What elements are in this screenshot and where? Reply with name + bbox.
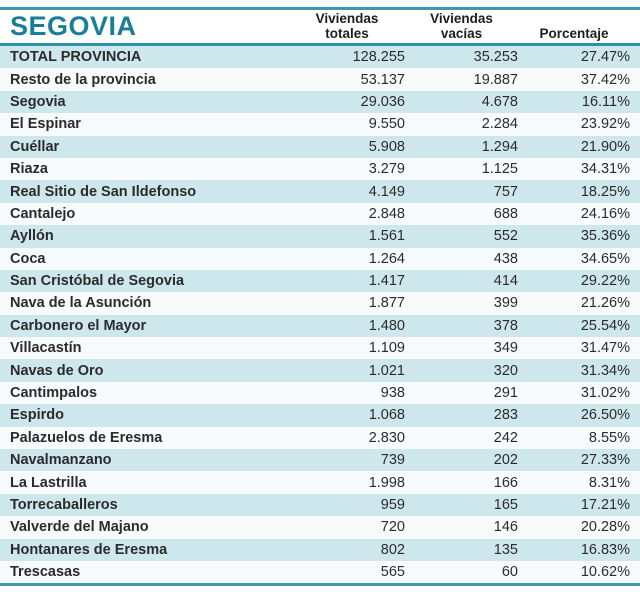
cell-municipality-name: Espirdo xyxy=(10,407,64,424)
cell-porcentaje: 17.21% xyxy=(580,497,630,513)
cell-porcentaje: 16.83% xyxy=(580,541,630,558)
table-row xyxy=(0,180,640,202)
cell-viviendas-totales: 5.908 xyxy=(368,138,405,155)
cell-porcentaje: 21.26% xyxy=(580,295,630,312)
cell-viviendas-totales: 1.417 xyxy=(368,273,405,290)
cell-porcentaje: 31.34% xyxy=(580,362,630,379)
cell-viviendas-totales: 1.877 xyxy=(368,295,405,312)
cell-viviendas-vacias: 1.125 xyxy=(481,161,518,178)
table-header xyxy=(0,10,640,43)
cell-porcentaje: 8.31% xyxy=(588,474,630,491)
table-row xyxy=(0,248,640,270)
cell-viviendas-totales: 802 xyxy=(380,541,405,558)
table-row xyxy=(0,449,640,471)
cell-porcentaje: 31.02% xyxy=(580,385,630,402)
cell-viviendas-vacias: 242 xyxy=(493,429,518,446)
table-row xyxy=(0,225,640,247)
cell-municipality-name: Cantimpalos xyxy=(10,385,98,402)
cell-viviendas-totales: 1.068 xyxy=(368,407,405,424)
cell-municipality-name: Resto de la provincia xyxy=(10,71,156,88)
cell-porcentaje: 34.65% xyxy=(580,250,630,267)
cell-porcentaje: 25.54% xyxy=(580,317,630,334)
cell-viviendas-vacias: 166 xyxy=(493,474,518,491)
table-row xyxy=(0,158,640,180)
cell-municipality-name: Villacastín xyxy=(10,340,82,357)
column-header-viviendas-vacias xyxy=(405,11,518,43)
column-header-viviendas-totales xyxy=(289,11,405,43)
table-body xyxy=(0,46,640,583)
cell-viviendas-vacias: 438 xyxy=(493,250,518,267)
cell-viviendas-vacias: 19.887 xyxy=(473,71,518,88)
cell-viviendas-vacias: 320 xyxy=(493,362,518,379)
cell-porcentaje: 34.31% xyxy=(580,161,630,178)
cell-viviendas-vacias: 688 xyxy=(493,205,518,222)
column-header-line1: Porcentaje xyxy=(539,26,609,41)
title-cell xyxy=(0,10,289,43)
table-row xyxy=(0,494,640,516)
cell-viviendas-totales: 1.109 xyxy=(368,340,405,357)
cell-viviendas-vacias: 757 xyxy=(493,183,518,200)
column-header-line1: Viviendas xyxy=(315,11,379,26)
cell-municipality-name: Palazuelos de Eresma xyxy=(10,429,163,446)
table-row xyxy=(0,315,640,337)
table-sheet xyxy=(0,7,640,592)
cell-viviendas-totales: 9.550 xyxy=(368,116,405,133)
cell-porcentaje: 23.92% xyxy=(580,116,630,133)
cell-viviendas-vacias: 399 xyxy=(493,295,518,312)
cell-viviendas-totales: 2.830 xyxy=(368,429,405,446)
cell-viviendas-vacias: 2.284 xyxy=(481,116,518,133)
cell-municipality-name: TOTAL PROVINCIA xyxy=(10,49,142,66)
cell-viviendas-vacias: 146 xyxy=(493,519,518,536)
cell-municipality-name: Torrecaballeros xyxy=(10,497,118,513)
table-row xyxy=(0,337,640,359)
cell-municipality-name: El Espinar xyxy=(10,116,81,133)
cell-porcentaje: 20.28% xyxy=(580,519,630,536)
cell-viviendas-totales: 959 xyxy=(380,497,405,513)
cell-viviendas-vacias: 35.253 xyxy=(473,49,518,66)
table-row xyxy=(0,136,640,158)
cell-viviendas-totales: 4.149 xyxy=(368,183,405,200)
cell-porcentaje: 16.11% xyxy=(581,93,630,110)
table-row xyxy=(0,561,640,583)
cell-viviendas-totales: 739 xyxy=(380,452,405,469)
cell-viviendas-vacias: 291 xyxy=(493,385,518,402)
cell-viviendas-totales: 128.255 xyxy=(352,49,405,66)
cell-viviendas-totales: 1.561 xyxy=(368,228,405,245)
cell-porcentaje: 24.16% xyxy=(580,205,630,222)
cell-municipality-name: Cantalejo xyxy=(10,205,76,222)
cell-municipality-name: Real Sitio de San Ildefonso xyxy=(10,183,197,200)
cell-viviendas-vacias: 283 xyxy=(493,407,518,424)
column-header-line2: vacías xyxy=(440,26,483,41)
cell-viviendas-totales: 2.848 xyxy=(368,205,405,222)
cell-municipality-name: La Lastrilla xyxy=(10,474,87,491)
cell-porcentaje: 31.47% xyxy=(580,340,630,357)
cell-porcentaje: 35.36% xyxy=(580,228,630,245)
cell-municipality-name: Valverde del Majano xyxy=(10,519,149,536)
column-header-line1: Viviendas xyxy=(430,11,493,26)
column-header-porcentaje xyxy=(518,18,640,43)
cell-porcentaje: 27.33% xyxy=(580,452,630,469)
cell-municipality-name: Navas de Oro xyxy=(10,362,104,379)
cell-viviendas-totales: 1.998 xyxy=(368,474,405,491)
cell-viviendas-vacias: 349 xyxy=(493,340,518,357)
cell-porcentaje: 21.90% xyxy=(580,138,630,155)
cell-porcentaje: 37.42% xyxy=(580,71,630,88)
cell-municipality-name: Segovia xyxy=(10,93,66,110)
table-row xyxy=(0,359,640,381)
cell-viviendas-vacias: 414 xyxy=(493,273,518,290)
cell-viviendas-vacias: 378 xyxy=(493,317,518,334)
cell-municipality-name: Navalmanzano xyxy=(10,452,112,469)
cell-municipality-name: Carbonero el Mayor xyxy=(10,317,147,334)
cell-municipality-name: Cuéllar xyxy=(10,138,60,155)
cell-viviendas-vacias: 552 xyxy=(493,228,518,245)
table-row xyxy=(0,382,640,404)
cell-viviendas-totales: 1.480 xyxy=(368,317,405,334)
cell-municipality-name: Nava de la Asunción xyxy=(10,295,152,312)
table-row xyxy=(0,91,640,113)
cell-viviendas-vacias: 202 xyxy=(493,452,518,469)
table-row xyxy=(0,427,640,449)
cell-viviendas-totales: 1.021 xyxy=(368,362,405,379)
cell-porcentaje: 10.62% xyxy=(580,564,630,581)
cell-porcentaje: 26.50% xyxy=(580,407,630,424)
table-row xyxy=(0,203,640,225)
cell-viviendas-totales: 938 xyxy=(380,385,405,402)
cell-viviendas-totales: 565 xyxy=(380,564,405,581)
table-row xyxy=(0,539,640,561)
cell-municipality-name: Trescasas xyxy=(10,564,81,581)
cell-municipality-name: Ayllón xyxy=(10,228,54,245)
table-row xyxy=(0,516,640,538)
table-row xyxy=(0,404,640,426)
cell-viviendas-vacias: 165 xyxy=(493,497,518,513)
column-header-line2: totales xyxy=(325,26,369,41)
cell-municipality-name: Hontanares de Eresma xyxy=(10,541,168,558)
cell-viviendas-totales: 1.264 xyxy=(368,250,405,267)
cell-municipality-name: San Cristóbal de Segovia xyxy=(10,273,185,290)
table-row xyxy=(0,68,640,90)
cell-viviendas-totales: 720 xyxy=(380,519,405,536)
cell-municipality-name: Riaza xyxy=(10,161,48,178)
cell-porcentaje: 8.55% xyxy=(588,429,630,446)
cell-porcentaje: 27.47% xyxy=(580,49,630,66)
cell-viviendas-vacias: 135 xyxy=(493,541,518,558)
cell-viviendas-vacias: 1.294 xyxy=(481,138,518,155)
cell-municipality-name: Coca xyxy=(10,250,46,267)
table-row xyxy=(0,270,640,292)
cell-viviendas-totales: 29.036 xyxy=(360,93,405,110)
cell-porcentaje: 29.22% xyxy=(580,273,630,290)
cell-viviendas-vacias: 60 xyxy=(501,564,518,581)
cell-viviendas-totales: 3.279 xyxy=(368,161,405,178)
cell-viviendas-totales: 53.137 xyxy=(360,71,405,88)
table-row xyxy=(0,471,640,493)
table-row xyxy=(0,46,640,68)
table-row xyxy=(0,113,640,135)
cell-viviendas-vacias: 4.678 xyxy=(481,93,518,110)
page-title: SEGOVIA xyxy=(10,10,137,41)
cell-porcentaje: 18.25% xyxy=(580,183,630,200)
table-row xyxy=(0,292,640,314)
